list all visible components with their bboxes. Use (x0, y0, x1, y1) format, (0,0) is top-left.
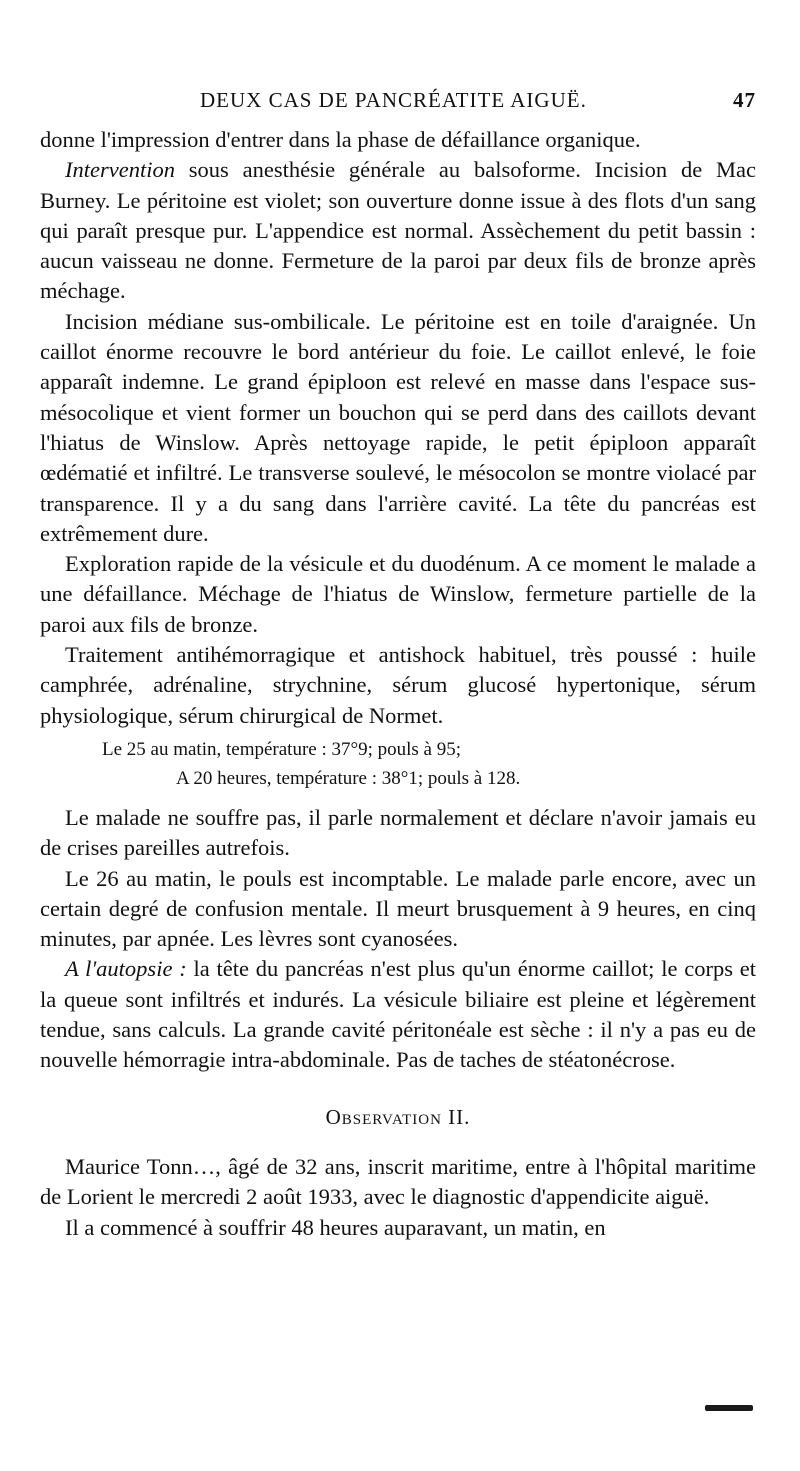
paragraph-onset: Il a commencé à souffrir 48 heures auparavant, un matin, en (65, 1214, 606, 1240)
paragraph-incision: Incision médiane sus-ombilicale. Le péritoine est en toile d'araignée. Un caillot énorme recouvre le bord antérieur du foie. Le caillot enlevé, le foie apparaît indemne. Le grand épiploon est relevé en masse dans l'espace sus-mésocolique et vient former un bouchon qui se perd dans des caillots devant l'hiatus de Winslow. Après nettoyage rapide, le petit épiploon apparaît œdématié et infiltré. Le transverse soulevé, le mésocolon se montre violacé par transparence. Il y a du sang dans l'arrière cavité. La tête du pancréas est extrêmement dure. (40, 308, 756, 546)
paragraph-traitement: Traitement antihémorragique et antishock habituel, très poussé : huile camphrée, adrénaline, strychnine, sérum glucosé hypertonique, sérum physiologique, sérum chirurgical de Normet. (40, 642, 756, 728)
intervention-lead: Intervention (65, 157, 175, 183)
vitals-line-morning: Le 25 au matin, température : 37°9; pouls à 95; (102, 738, 462, 760)
paragraph-exploration: Exploration rapide de la vésicule et du duodénum. A ce moment le malade a une défaillance. Méchage de l'hiatus de Winslow, fermeture partielle de la paroi aux fils de bronze. (40, 551, 756, 637)
ink-smudge (705, 1405, 753, 1411)
book-page (40, 82, 756, 1243)
running-header (40, 82, 756, 122)
autopsie-lead: A l'autopsie : (65, 956, 187, 982)
paragraph-continuation: donne l'impression d'entrer dans la phase de défaillance organique. (40, 127, 641, 152)
autopsie-text: la tête du pancréas n'est plus qu'un énorme caillot; le corps et la queue sont infiltrés et indurés. La vésicule biliaire est pleine et légèrement tendue, sans calculs. La grande cavité péritonéale est sèche : il n'y a pas eu de nouvelle hémorragie intra-abdominale. Pas de taches de stéatonécrose. (40, 956, 756, 1073)
page-number: 47 (733, 88, 756, 112)
paragraph-patient: Maurice Tonn…, âgé de 32 ans, inscrit maritime, entre à l'hôpital maritime de Lorient le mercredi 2 août 1933, avec le diagnostic d'appendicite aiguë. (40, 1153, 756, 1210)
paragraph-malade: Le malade ne souffre pas, il parle normalement et déclare n'avoir jamais eu de crises pareilles autrefois. (40, 804, 756, 861)
paragraph-intervention (40, 155, 756, 306)
body-text (40, 125, 756, 1243)
vitals-line-evening: A 20 heures, température : 38°1; pouls à 128. (176, 767, 521, 789)
observation-heading: Observation II. (325, 1104, 471, 1129)
vitals-block (40, 735, 756, 793)
paragraph-autopsie (40, 954, 756, 1075)
running-title: DEUX CAS DE PANCRÉATITE AIGUË. (200, 88, 587, 112)
intervention-text: sous anesthésie générale au balsoforme. Incision de Mac Burney. Le péritoine est violet; son ouverture donne issue à des flots d'un sang qui paraît presque pur. L'appendice est normal. Assèchement du petit bassin : aucun vaisseau ne donne. Fermeture de la paroi par deux fils de bronze après méchage. (40, 157, 756, 304)
paragraph-deces: Le 26 au matin, le pouls est incomptable. Le malade parle encore, avec un certain degré de confusion mentale. Il meurt brusquement à 9 heures, en cinq minutes, par apnée. Les lèvres sont cyanosées. (40, 865, 756, 952)
